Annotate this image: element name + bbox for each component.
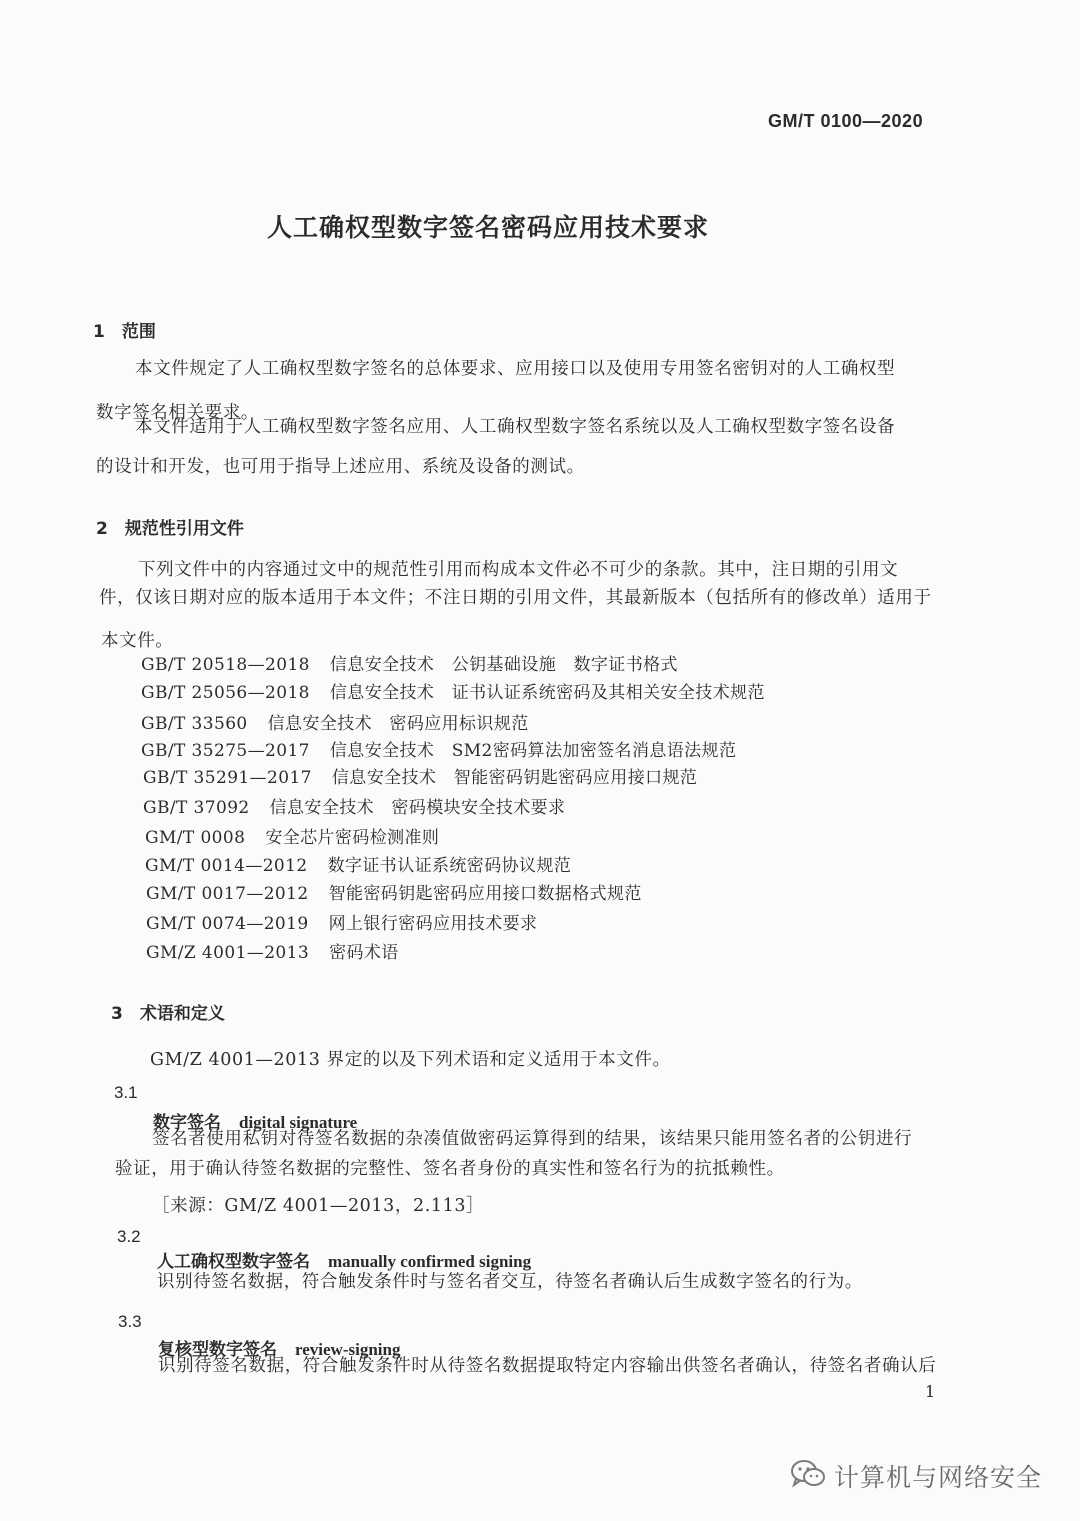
sec1-para1-line1: 本文件规定了人工确权型数字签名的总体要求、应用接口以及使用专用签名密钥对的人工确权型 <box>135 359 896 379</box>
reference-item: GB/T 37092 信息安全技术 密码模块安全技术要求 <box>143 798 566 818</box>
standard-number: GM/T 0100—2020 <box>768 111 924 131</box>
reference-item: GB/T 35291—2017 信息安全技术 智能密码钥匙密码应用接口规范 <box>143 768 698 788</box>
reference-item: GM/T 0074—2019 网上银行密码应用技术要求 <box>146 914 538 934</box>
section-1-heading: 1 范围 <box>93 322 156 342</box>
term-title: 复核型数字签名 review-signing <box>158 1340 401 1360</box>
reference-item: GM/T 0008 安全芯片密码检测准则 <box>145 828 440 848</box>
reference-item: GB/T 33560 信息安全技术 密码应用标识规范 <box>141 714 529 734</box>
term-number: 3.1 <box>114 1083 138 1102</box>
reference-item: GB/T 25056—2018 信息安全技术 证书认证系统密码及其相关安全技术规范 <box>141 683 765 703</box>
term-source: ［来源：GM/Z 4001—2013，2.113］ <box>152 1196 485 1216</box>
term-definition-line1: 识别待签名数据，符合触发条件时从待签名数据提取特定内容输出供签名者确认，待签名者确认后 <box>158 1356 937 1376</box>
term-number: 3.3 <box>118 1312 142 1331</box>
watermark <box>790 1458 1042 1494</box>
term-title: 人工确权型数字签名 manually confirmed signing <box>157 1252 532 1272</box>
sec1-para2-line2: 的设计和开发，也可用于指导上述应用、系统及设备的测试。 <box>96 457 585 477</box>
term-definition-line2: 验证，用于确认待签名数据的完整性、签名者身份的真实性和签名行为的抗抵赖性。 <box>115 1159 785 1179</box>
reference-item: GM/T 0017—2012 智能密码钥匙密码应用接口数据格式规范 <box>146 884 642 904</box>
page-number: 1 <box>925 1382 936 1401</box>
term-definition-line1: 识别待签名数据，符合触发条件时与签名者交互，待签名者确认后生成数字签名的行为。 <box>157 1272 863 1292</box>
reference-item: GB/T 20518—2018 信息安全技术 公钥基础设施 数字证书格式 <box>141 655 678 675</box>
wechat-icon <box>790 1459 826 1493</box>
reference-item: GB/T 35275—2017 信息安全技术 SM2密码算法加密签名消息语法规范 <box>141 741 737 761</box>
section-2-heading: 2 规范性引用文件 <box>96 519 244 539</box>
sec1-para2-line1: 本文件适用于人工确权型数字签名应用、人工确权型数字签名系统以及人工确权型数字签名设备 <box>135 417 896 437</box>
sec3-intro: GM/Z 4001—2013 界定的以及下列术语和定义适用于本文件。 <box>150 1050 671 1070</box>
document-title: 人工确权型数字签名密码应用技术要求 <box>267 213 710 242</box>
section-3-heading: 3 术语和定义 <box>111 1004 225 1024</box>
term-title: 数字签名 digital signature <box>153 1113 358 1133</box>
reference-item: GM/T 0014—2012 数字证书认证系统密码协议规范 <box>145 856 572 876</box>
sec2-para-line1: 下列文件中的内容通过文中的规范性引用而构成本文件必不可少的条款。其中，注日期的引用文 <box>138 560 899 580</box>
sec2-para-line2: 件，仅该日期对应的版本适用于本文件；不注日期的引用文件，其最新版本（包括所有的修改单）适用于 <box>99 588 932 608</box>
sec2-para-line3: 本文件。 <box>101 631 174 651</box>
term-number: 3.2 <box>117 1227 141 1246</box>
watermark-text: 计算机与网络安全 <box>834 1463 1043 1492</box>
reference-item: GM/Z 4001—2013 密码术语 <box>146 943 399 963</box>
sec1-para1-line2: 数字签名相关要求。 <box>96 403 259 423</box>
term-definition-line1: 签名者使用私钥对待签名数据的杂凑值做密码运算得到的结果，该结果只能用签名者的公钥进行 <box>152 1129 913 1149</box>
